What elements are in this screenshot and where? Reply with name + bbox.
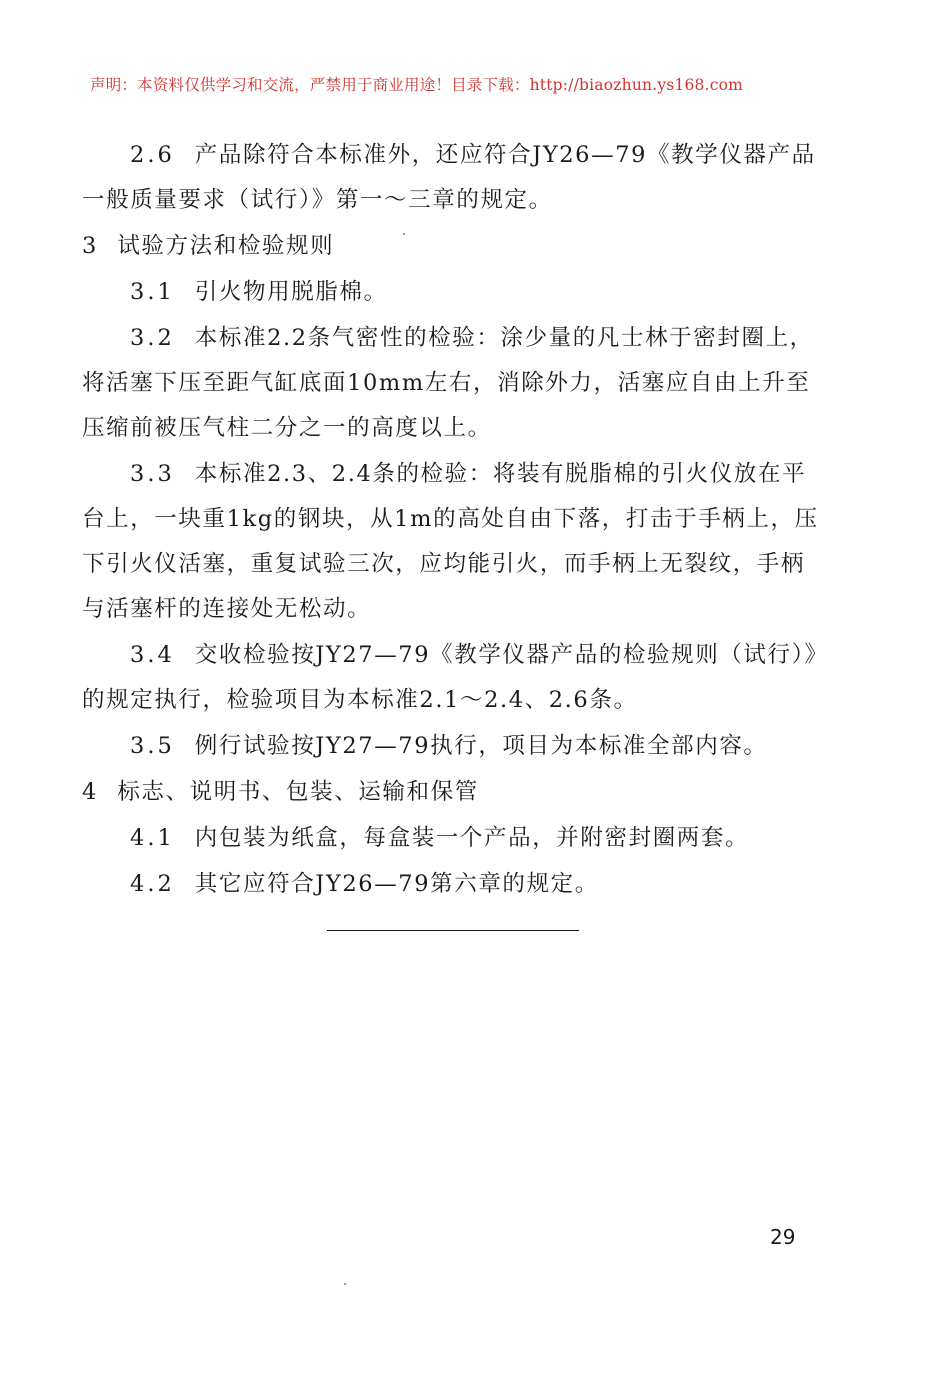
clause-number: 3.4: [130, 642, 175, 668]
scan-speck: [403, 233, 405, 235]
clause-2-6: [82, 133, 828, 223]
clause-4-1: [82, 816, 828, 861]
section-title: 标志、说明书、包装、运输和保管: [117, 779, 479, 805]
clause-3-4: [82, 633, 828, 723]
page-number: 29: [770, 1225, 796, 1249]
clause-number: 3.2: [130, 325, 175, 351]
clause-text: 本标准2.2条气密性的检验：涂少量的凡士林于密封圈上，将活塞下压至距气缸底面10mm左右，消除外力，活塞应自由上升至压缩前被压气柱二分之一的高度以上。: [82, 325, 814, 441]
copyright-notice: 声明：本资料仅供学习和交流，严禁用于商业用途！目录下载：http://biaozhun.ys168.com: [90, 76, 744, 94]
clause-number: 4.1: [130, 825, 175, 851]
clause-text: 产品除符合本标准外，还应符合JY26—79《教学仪器产品一般质量要求（试行）》第一～三章的规定。: [82, 142, 816, 213]
end-rule-divider: [327, 930, 579, 931]
section-title: 试验方法和检验规则: [117, 233, 335, 259]
clause-text: 引火物用脱脂棉。: [194, 279, 388, 305]
section-number: 4: [82, 779, 100, 805]
clause-number: 3.1: [130, 279, 175, 305]
clause-text: 交收检验按JY27—79《教学仪器产品的检验规则（试行）》的规定执行，检验项目为本标准2.1～2.4、2.6条。: [82, 642, 818, 713]
clause-3-3: [82, 452, 828, 632]
scan-speck: [344, 1283, 346, 1285]
clause-text: 例行试验按JY27—79执行，项目为本标准全部内容。: [194, 733, 768, 759]
clause-3-2: [82, 316, 828, 451]
clause-text: 其它应符合JY26—79第六章的规定。: [194, 871, 599, 897]
clause-number: 3.5: [130, 733, 175, 759]
clause-3-1: [82, 270, 828, 315]
section-heading-4: [82, 770, 828, 815]
clause-3-5: [82, 724, 828, 769]
document-body: [82, 133, 828, 907]
clause-text: 本标准2.3、2.4条的检验：将装有脱脂棉的引火仪放在平台上，一块重1kg的钢块，从1m的高处自由下落，打击于手柄上，压下引火仪活塞，重复试验三次，应均能引火，而手柄上无裂纹，手柄与活塞杆的连接处无松动。: [82, 461, 819, 622]
clause-text: 内包装为纸盒，每盒装一个产品，并附密封圈两套。: [194, 825, 750, 851]
clause-number: 3.3: [130, 461, 175, 487]
section-heading-3: [82, 224, 828, 269]
clause-number: 2.6: [130, 142, 175, 168]
section-number: 3: [82, 233, 100, 259]
clause-number: 4.2: [130, 871, 175, 897]
clause-4-2: [82, 862, 828, 907]
